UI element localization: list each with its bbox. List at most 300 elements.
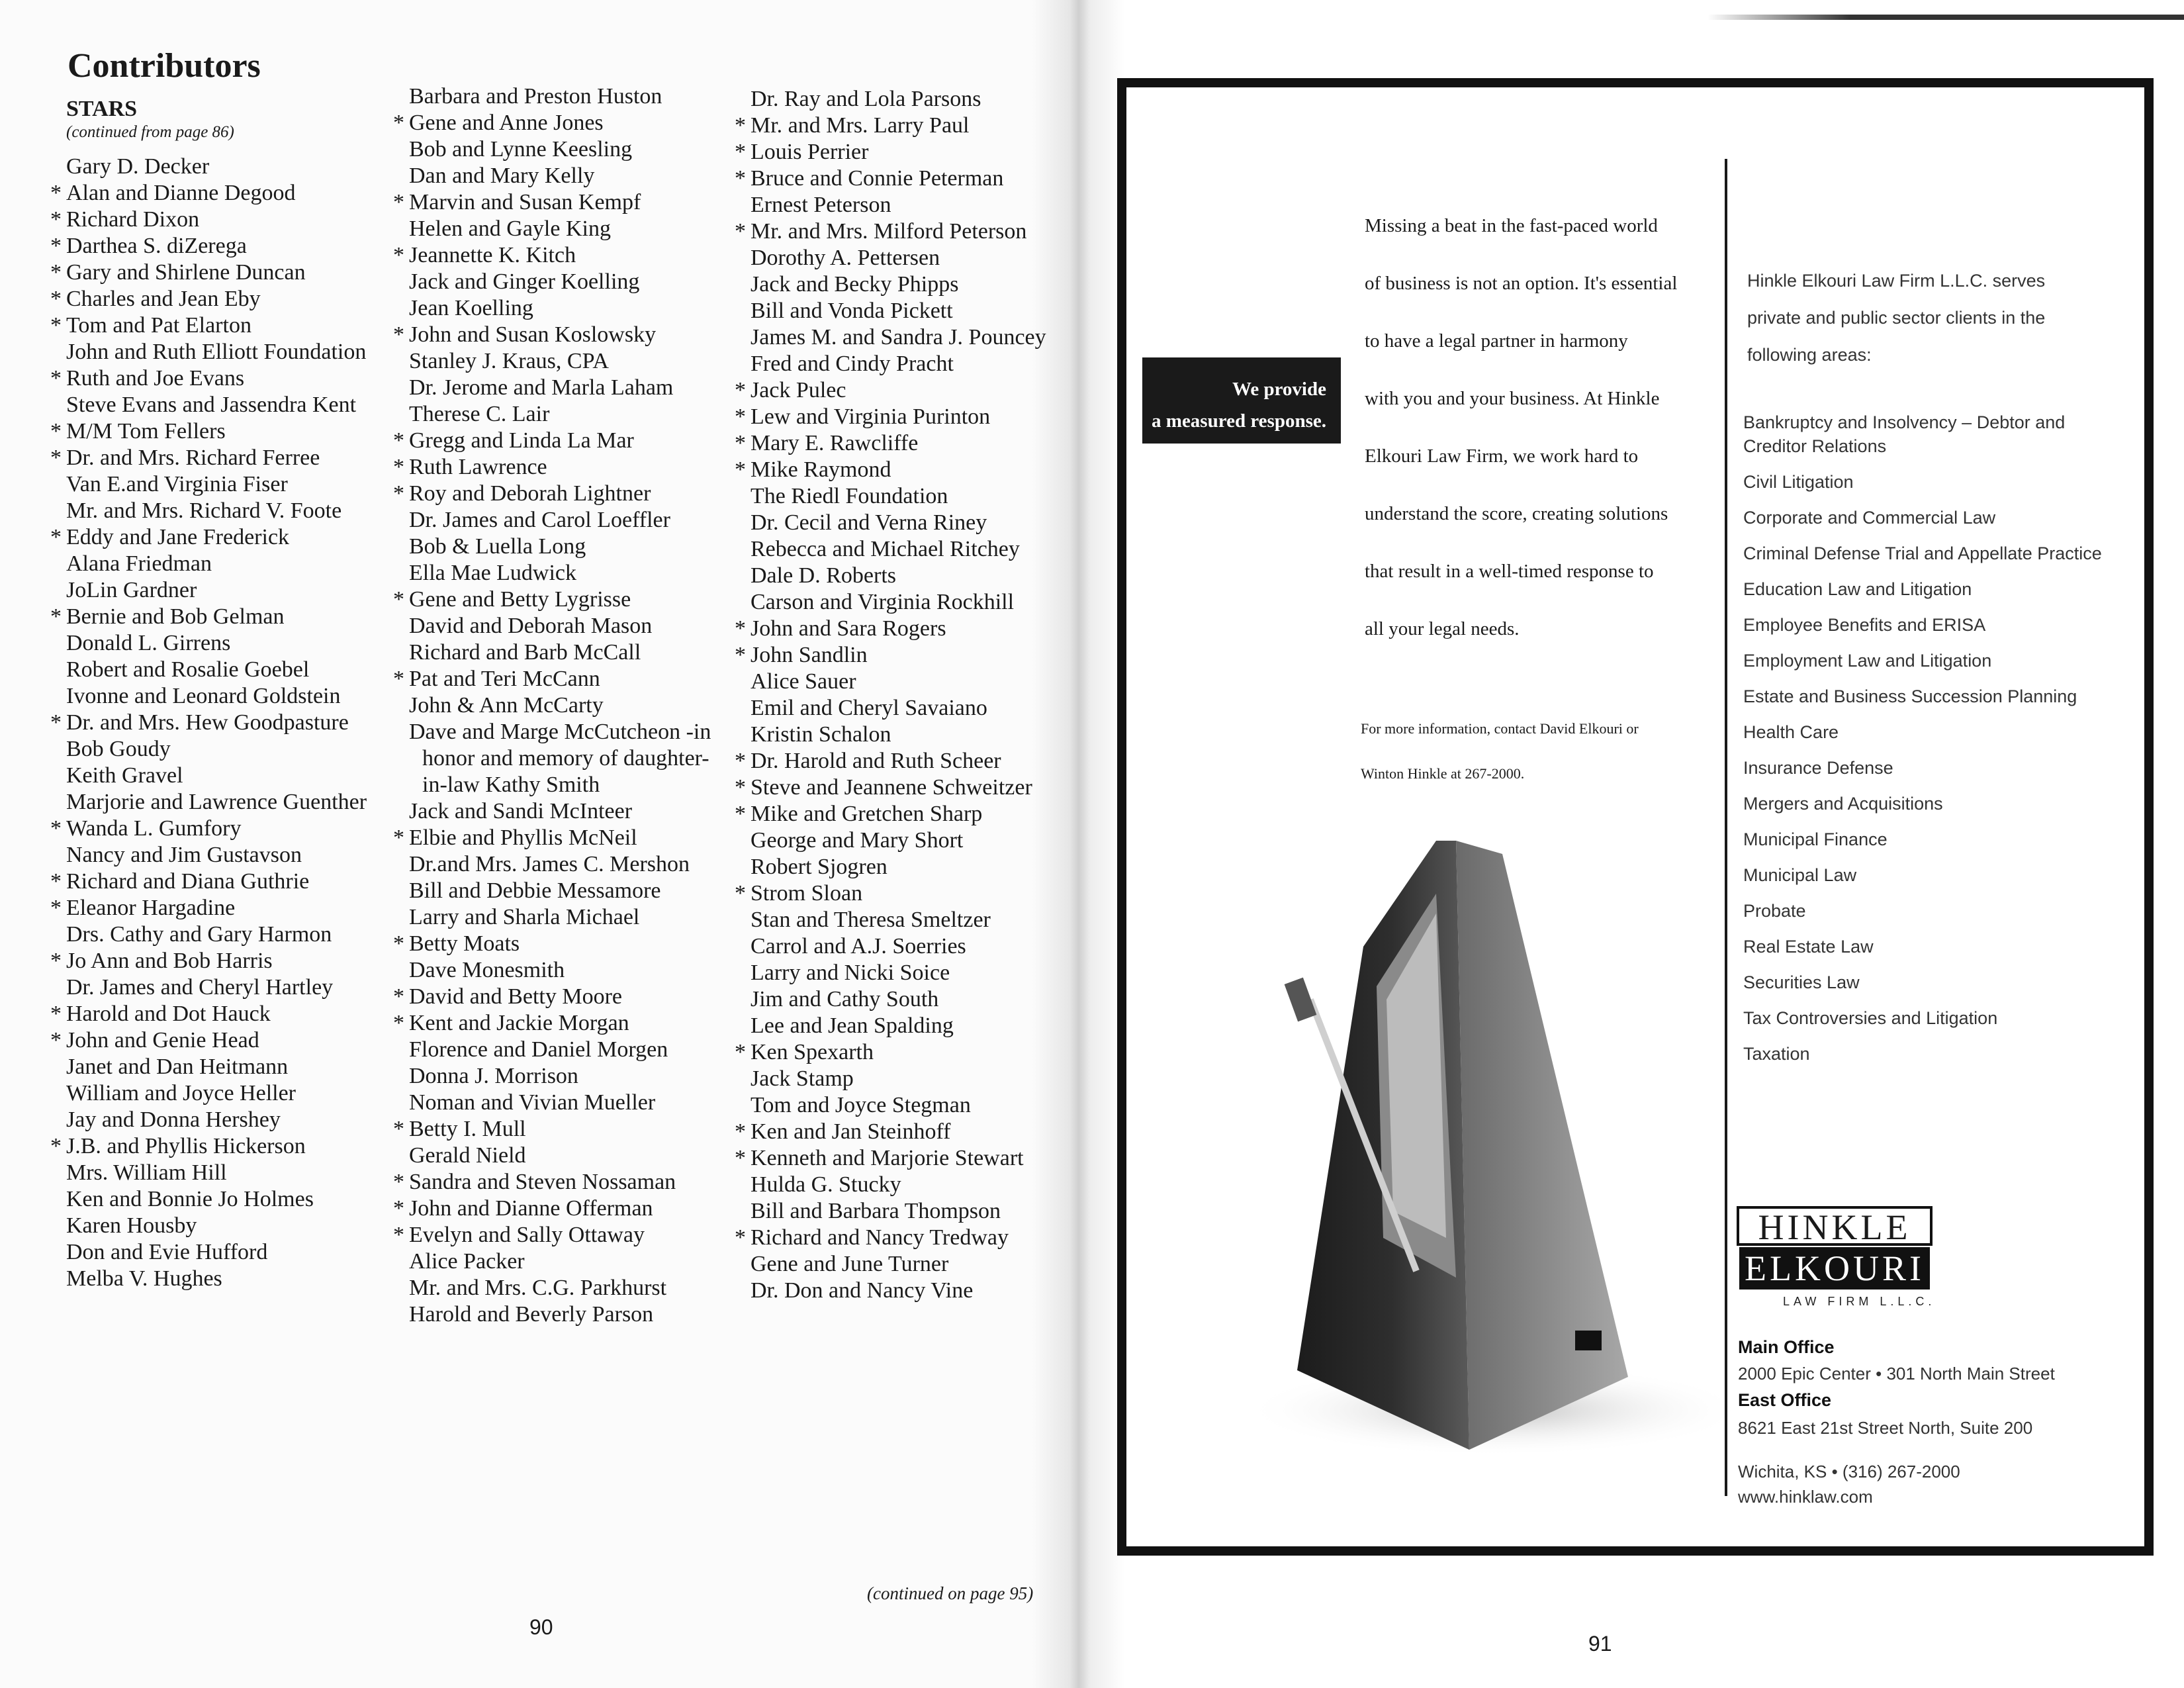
contributor-entry <box>748 1145 1066 1172</box>
practice-area-item: Taxation <box>1743 1044 1810 1064</box>
contributor-entry <box>406 1037 717 1063</box>
contributor-name: Tom and Joyce Stegman <box>751 1093 971 1117</box>
contributor-entry <box>64 180 381 207</box>
contributor-name: Dr. and Mrs. Richard Ferree <box>66 445 320 470</box>
contributor-name: Betty Moats <box>409 931 520 956</box>
contributor-entry <box>748 510 1066 536</box>
contributor-entry <box>748 351 1066 377</box>
contributor-name: The Riedl Foundation <box>751 484 948 508</box>
serves-line: following areas: <box>1747 345 1872 365</box>
contributor-entry <box>748 986 1066 1013</box>
contributor-entry <box>406 666 717 692</box>
contributor-entry <box>748 536 1066 563</box>
practice-area-item: Municipal Law <box>1743 865 1857 885</box>
contributor-name: John & Ann McCarty <box>409 693 604 718</box>
contributor-entry <box>748 271 1066 298</box>
contributor-name: Melba V. Hughes <box>66 1266 222 1291</box>
contributor-name: James M. and Sandra J. Pouncey <box>751 325 1046 350</box>
contributor-name: Alice Packer <box>409 1249 525 1274</box>
page-number-right: 91 <box>1588 1632 1612 1656</box>
contributor-entry <box>64 789 381 816</box>
contributor-name: Dave Monesmith <box>409 958 565 982</box>
contributor-entry <box>64 498 381 524</box>
contributor-entry <box>64 233 381 259</box>
tagline-line-1: We provide <box>1232 379 1326 400</box>
city-phone: Wichita, KS • (316) 267-2000 <box>1738 1462 1960 1481</box>
contributor-entry <box>406 798 717 825</box>
ad-divider <box>1725 159 1727 1496</box>
contributor-name: Richard Dixon <box>66 207 200 232</box>
contributor-name: Nancy and Jim Gustavson <box>66 843 302 867</box>
contributor-name: Tom and Pat Elarton <box>66 313 251 338</box>
body-line: Missing a beat in the fast-paced world <box>1365 215 1658 236</box>
contributor-name: Steve Evans and Jassendra Kent <box>66 393 357 417</box>
contributor-name: Bruce and Connie Peterman <box>751 166 1004 191</box>
contributor-entry <box>64 974 381 1001</box>
contributor-name: Dale D. Roberts <box>751 563 897 588</box>
contributor-entry <box>64 1054 381 1080</box>
contributor-entry <box>406 851 717 878</box>
contributor-entry <box>748 192 1066 218</box>
contributor-entry <box>406 692 717 719</box>
contributor-entry <box>64 630 381 657</box>
contributor-name: Don and Evie Hufford <box>66 1240 268 1264</box>
logo-subtitle: LAW FIRM L.L.C. <box>1783 1295 1936 1308</box>
contributor-entry <box>64 736 381 763</box>
continued-on-note: (continued on page 95) <box>867 1583 1034 1603</box>
contributor-entry <box>748 86 1066 113</box>
contributor-entry <box>64 1266 381 1292</box>
contributor-name: Dr. Ray and Lola Parsons <box>751 87 981 111</box>
contributor-name: Kristin Schalon <box>751 722 891 747</box>
contributor-name: Harold and Dot Hauck <box>66 1002 271 1026</box>
contributor-entry <box>406 136 717 163</box>
serves-line: private and public sector clients in the <box>1747 308 2046 328</box>
contributor-entry <box>748 245 1066 271</box>
contributor-entry <box>64 207 381 233</box>
contributor-entry <box>748 695 1066 722</box>
continued-from-note: (continued from page 86) <box>66 123 234 141</box>
contributor-name: Bob & Luella Long <box>409 534 586 559</box>
contributor-entry <box>406 1116 717 1143</box>
contributor-entry <box>406 904 717 931</box>
logo-hinkle: HINKLE <box>1737 1206 1933 1246</box>
body-line: of business is not an option. It's essential <box>1365 273 1678 294</box>
contributor-name: William and Joyce Heller <box>66 1081 296 1105</box>
practice-area-item: Corporate and Commercial Law <box>1743 508 1996 528</box>
contributor-column-1 <box>64 154 381 1292</box>
contributor-entry <box>406 878 717 904</box>
contributor-entry <box>748 1225 1066 1251</box>
contributor-name: Rebecca and Michael Ritchey <box>751 537 1020 561</box>
contributor-entry <box>406 1248 717 1275</box>
contributor-name: Dorothy A. Pettersen <box>751 246 940 270</box>
contributor-name: Gary and Shirlene Duncan <box>66 260 306 285</box>
contributor-name: Jo Ann and Bob Harris <box>66 949 273 973</box>
contributor-name: Eddy and Jane Frederick <box>66 525 290 549</box>
contributor-entry <box>64 1027 381 1054</box>
contributor-name: Janet and Dan Heitmann <box>66 1055 289 1079</box>
serves-line: Hinkle Elkouri Law Firm L.L.C. serves <box>1747 271 2046 291</box>
contributor-name: John and Genie Head <box>66 1028 259 1053</box>
contributor-name: Dr. Cecil and Verna Riney <box>751 510 987 535</box>
contributor-name: Strom Sloan <box>751 881 863 906</box>
contributor-entry <box>64 471 381 498</box>
contributor-name: Evelyn and Sally Ottaway <box>409 1223 645 1247</box>
contributor-name: Richard and Diana Guthrie <box>66 869 310 894</box>
practice-area-item: Criminal Defense Trial and Appellate Practice <box>1743 543 2102 563</box>
contributor-entry <box>406 534 717 560</box>
contributor-entry <box>64 842 381 868</box>
contributor-entry <box>406 1196 717 1222</box>
body-line: with you and your business. At Hinkle <box>1365 388 1660 409</box>
contributor-name: Kenneth and Marjorie Stewart <box>751 1146 1024 1170</box>
logo-elkouri: ELKOURI <box>1739 1247 1930 1289</box>
contributor-entry <box>64 524 381 551</box>
contributor-column-2 <box>406 83 717 1328</box>
contributor-name: Charles and Jean Eby <box>66 287 261 311</box>
contributor-entry <box>64 1160 381 1186</box>
contributor-entry <box>748 933 1066 960</box>
contributor-name: David and Betty Moore <box>409 984 622 1009</box>
contributor-name: M/M Tom Fellers <box>66 419 226 444</box>
contributor-entry <box>406 825 717 851</box>
contributor-entry <box>406 1063 717 1090</box>
contributor-name: George and Mary Short <box>751 828 964 853</box>
contributor-name: Wanda L. Gumfory <box>66 816 242 841</box>
contributor-entry <box>406 957 717 984</box>
contributor-name: Mrs. William Hill <box>66 1160 227 1185</box>
practice-areas-list <box>1743 410 2114 1078</box>
contributor-entry <box>64 1107 381 1133</box>
tagline-line-2: a measured response. <box>1152 410 1326 432</box>
contributor-name: Gary D. Decker <box>66 154 210 179</box>
contributor-entry <box>406 931 717 957</box>
contributor-entry <box>748 960 1066 986</box>
contributor-name: Marvin and Susan Kempf <box>409 190 641 214</box>
practice-area-item: Real Estate Law <box>1743 937 1874 957</box>
ad-body-copy <box>1365 197 1722 658</box>
contributor-name: Bill and Vonda Pickett <box>751 299 953 323</box>
contributor-name: Jack Stamp <box>751 1066 854 1091</box>
contributor-name: Marjorie and Lawrence Guenther <box>66 790 367 814</box>
website-link[interactable]: www.hinklaw.com <box>1738 1487 1873 1507</box>
contributor-name: Lew and Virginia Purinton <box>751 404 991 429</box>
contributor-entry <box>406 375 717 401</box>
practice-area-item: Education Law and Litigation <box>1743 579 1972 599</box>
contributor-name: Alan and Dianne Degood <box>66 181 296 205</box>
contributor-entry <box>748 669 1066 695</box>
contributor-entry <box>748 827 1066 854</box>
contributor-name: Dr. James and Cheryl Hartley <box>66 975 334 1000</box>
contributor-entry <box>64 921 381 948</box>
contributor-entry <box>406 401 717 428</box>
contributor-name: Jack and Becky Phipps <box>751 272 959 297</box>
contributor-name: Betty I. Mull <box>409 1117 526 1141</box>
contributor-name: Ruth and Joe Evans <box>66 366 245 391</box>
contributor-entry <box>406 163 717 189</box>
contributor-name: Donna J. Morrison <box>409 1064 578 1088</box>
contributor-entry <box>406 428 717 454</box>
contributor-entry <box>748 457 1066 483</box>
contributor-entry <box>748 880 1066 907</box>
contributor-entry <box>406 1010 717 1037</box>
contributor-entry <box>406 295 717 322</box>
contributor-name: Alana Friedman <box>66 551 212 576</box>
contributor-name: Eleanor Hargadine <box>66 896 236 920</box>
contributor-entry <box>406 984 717 1010</box>
contributor-entry <box>748 1278 1066 1304</box>
contributor-entry <box>406 1143 717 1169</box>
contributor-entry <box>64 1239 381 1266</box>
contributor-name: Larry and Nicki Soice <box>751 961 950 985</box>
practice-area-item: Employee Benefits and ERISA <box>1743 615 1986 635</box>
contributor-name: Carrol and A.J. Soerries <box>751 934 966 959</box>
top-edge-rule <box>1707 15 2184 20</box>
contributor-name: Richard and Nancy Tredway <box>751 1225 1009 1250</box>
contact-line-1: For more information, contact David Elkouri or <box>1361 720 1639 737</box>
contributor-entry <box>64 1133 381 1160</box>
contributor-entry <box>64 445 381 471</box>
contributor-entry <box>748 298 1066 324</box>
contributor-entry <box>406 269 717 295</box>
contributor-name: Mr. and Mrs. Milford Peterson <box>751 219 1027 244</box>
practice-area-item: Mergers and Acquisitions <box>1743 794 1943 814</box>
contributor-entry <box>406 242 717 269</box>
contributor-entry <box>406 348 717 375</box>
contributor-entry <box>748 218 1066 245</box>
contributor-name: Louis Perrier <box>751 140 869 164</box>
contributor-entry <box>64 895 381 921</box>
contributor-entry <box>748 748 1066 774</box>
contributor-name: Lee and Jean Spalding <box>751 1013 954 1038</box>
contributor-entry <box>748 563 1066 589</box>
body-line: understand the score, creating solutions <box>1365 503 1668 524</box>
contributor-name: Stanley J. Kraus, CPA <box>409 349 609 373</box>
practice-area-item: Estate and Business Succession Planning <box>1743 686 2077 706</box>
contributor-name: Sandra and Steven Nossaman <box>409 1170 676 1194</box>
contributor-entry <box>748 1172 1066 1198</box>
contributor-name: Jay and Donna Hershey <box>66 1107 281 1132</box>
contributor-entry <box>406 1301 717 1328</box>
contributor-name: Emil and Cheryl Savaiano <box>751 696 987 720</box>
body-line: to have a legal partner in harmony <box>1365 330 1628 352</box>
contributor-name: Dr. Jerome and Marla Laham <box>409 375 674 400</box>
contributor-entry <box>64 365 381 392</box>
practice-area-item: Municipal Finance <box>1743 829 1888 849</box>
contributor-name: Therese C. Lair <box>409 402 550 426</box>
east-office-address: 8621 East 21st Street North, Suite 200 <box>1738 1418 2033 1438</box>
contributor-name: Dr. Don and Nancy Vine <box>751 1278 974 1303</box>
contributor-name: Darthea S. diZerega <box>66 234 247 258</box>
contributor-name: Barbara and Preston Huston <box>409 84 662 109</box>
contributor-entry <box>64 816 381 842</box>
contributor-entry <box>64 418 381 445</box>
practice-area-item: Health Care <box>1743 722 1839 742</box>
practice-area-item: Securities Law <box>1743 972 1860 992</box>
practice-area-item: Insurance Defense <box>1743 758 1893 778</box>
contributor-entry <box>64 551 381 577</box>
contributor-entry <box>64 286 381 312</box>
contributor-name: Mary E. Rawcliffe <box>751 431 919 455</box>
contributor-name: Bob Goudy <box>66 737 171 761</box>
contributor-entry <box>64 868 381 895</box>
ad-tagline <box>1142 357 1341 444</box>
contributor-name: Gerald Nield <box>409 1143 526 1168</box>
contributor-name: Hulda G. Stucky <box>751 1172 901 1197</box>
contributor-name: John and Dianne Offerman <box>409 1196 653 1221</box>
contributor-entry <box>64 1080 381 1107</box>
metronome-image <box>1218 814 1760 1463</box>
contributor-name: Mr. and Mrs. Richard V. Foote <box>66 498 342 523</box>
contributor-entry <box>748 589 1066 616</box>
contributor-entry <box>748 1092 1066 1119</box>
contributor-name: Bernie and Bob Gelman <box>66 604 285 629</box>
contributor-entry <box>406 613 717 639</box>
contributor-entry <box>748 616 1066 642</box>
main-office-label: Main Office <box>1738 1337 1835 1357</box>
contributor-entry <box>748 1013 1066 1039</box>
contributor-name: Gene and Anne Jones <box>409 111 604 135</box>
contributor-entry <box>748 801 1066 827</box>
main-office-address: 2000 Epic Center • 301 North Main Street <box>1738 1364 2055 1383</box>
contributor-entry <box>748 1039 1066 1066</box>
contributor-entry <box>406 719 717 798</box>
body-line: all your legal needs. <box>1365 618 1520 639</box>
contributor-name: Florence and Daniel Morgen <box>409 1037 668 1062</box>
contributor-entry <box>64 763 381 789</box>
contributor-entry <box>406 481 717 507</box>
contributor-name: Ken Spexarth <box>751 1040 874 1064</box>
contributor-name: Pat and Teri McCann <box>409 667 600 691</box>
contributor-name: Alice Sauer <box>751 669 856 694</box>
contributor-entry <box>406 322 717 348</box>
contributor-name: Gene and June Turner <box>751 1252 949 1276</box>
contributor-entry <box>748 1198 1066 1225</box>
contributor-entry <box>406 1275 717 1301</box>
contributor-entry <box>64 1001 381 1027</box>
contributor-entry <box>406 216 717 242</box>
contributor-entry <box>748 1119 1066 1145</box>
contributor-name: Jean Koelling <box>409 296 533 320</box>
practice-area-item: Tax Controversies and Litigation <box>1743 1008 1998 1028</box>
contributor-name: Donald L. Girrens <box>66 631 231 655</box>
contributor-entry <box>64 604 381 630</box>
contributor-entry <box>64 1186 381 1213</box>
contributor-entry <box>748 139 1066 165</box>
contributor-entry <box>406 110 717 136</box>
contributor-column-3 <box>748 86 1066 1304</box>
contributor-name: Elbie and Phyllis McNeil <box>409 825 637 850</box>
contributor-entry <box>406 189 717 216</box>
contributor-entry <box>64 577 381 604</box>
contributor-name: Drs. Cathy and Gary Harmon <box>66 922 332 947</box>
contributor-name: Dr. James and Carol Loeffler <box>409 508 670 532</box>
contributor-name: Karen Housby <box>66 1213 197 1238</box>
contributor-name: Kent and Jackie Morgan <box>409 1011 629 1035</box>
contributor-entry <box>748 642 1066 669</box>
contributor-name: Ruth Lawrence <box>409 455 547 479</box>
contributor-name: Richard and Barb McCall <box>409 640 641 665</box>
contributor-entry <box>406 1169 717 1196</box>
page-title: Contributors <box>68 47 261 85</box>
contributor-entry <box>64 1213 381 1239</box>
contributor-entry <box>748 483 1066 510</box>
contributor-entry <box>748 722 1066 748</box>
section-label: STARS <box>66 97 138 121</box>
contributor-entry <box>406 507 717 534</box>
contributor-name: Jack and Sandi McInteer <box>409 799 633 823</box>
contributor-name: Mr. and Mrs. C.G. Parkhurst <box>409 1276 667 1300</box>
contributor-name: Dr.and Mrs. James C. Mershon <box>409 852 690 876</box>
contributor-name: John and Sara Rogers <box>751 616 946 641</box>
contributor-entry <box>406 1222 717 1248</box>
contributor-name: Bill and Barbara Thompson <box>751 1199 1001 1223</box>
practice-area-item: Employment Law and Litigation <box>1743 651 1992 671</box>
contact-line-2: Winton Hinkle at 267-2000. <box>1361 765 1525 782</box>
contributor-name: Robert and Rosalie Goebel <box>66 657 310 682</box>
body-line: Elkouri Law Firm, we work hard to <box>1365 445 1639 467</box>
contributor-name: Jack Pulec <box>751 378 846 402</box>
contributor-name: John Sandlin <box>751 643 868 667</box>
contributor-entry <box>64 657 381 683</box>
contributor-name: Harold and Beverly Parson <box>409 1302 654 1327</box>
contributor-name: Roy and Deborah Lightner <box>409 481 651 506</box>
contributor-entry <box>406 560 717 586</box>
contributor-name: Gene and Betty Lygrisse <box>409 587 631 612</box>
contributor-entry <box>748 377 1066 404</box>
contributor-entry <box>748 165 1066 192</box>
contributor-name: Steve and Jeannene Schweitzer <box>751 775 1032 800</box>
contributor-name: Van E.and Virginia Fiser <box>66 472 288 496</box>
contributor-name: Robert Sjogren <box>751 855 887 879</box>
contributor-entry <box>748 404 1066 430</box>
contributor-entry <box>748 774 1066 801</box>
contributor-entry <box>64 339 381 365</box>
contributor-name: Mr. and Mrs. Larry Paul <box>751 113 970 138</box>
practice-area-item: Civil Litigation <box>1743 472 1854 492</box>
contributor-name: Gregg and Linda La Mar <box>409 428 634 453</box>
contributor-name: Carson and Virginia Rockhill <box>751 590 1015 614</box>
contributor-entry <box>748 854 1066 880</box>
contributor-entry <box>64 154 381 180</box>
contributor-entry <box>64 259 381 286</box>
contributor-name: J.B. and Phyllis Hickerson <box>66 1134 306 1158</box>
contributor-name: Stan and Theresa Smeltzer <box>751 908 991 932</box>
practice-area-item: Bankruptcy and Insolvency – Debtor and Creditor Relations <box>1743 412 2066 456</box>
contributor-entry <box>748 1251 1066 1278</box>
contributor-name: Dan and Mary Kelly <box>409 164 595 188</box>
contributor-entry <box>748 907 1066 933</box>
contributor-name: Jeannette K. Kitch <box>409 243 576 267</box>
contributor-name: Ella Mae Ludwick <box>409 561 577 585</box>
contributor-name: Larry and Sharla Michael <box>409 905 640 929</box>
contributor-name: Ivonne and Leonard Goldstein <box>66 684 341 708</box>
contributor-name: John and Susan Koslowsky <box>409 322 657 347</box>
contributor-name: Jack and Ginger Koelling <box>409 269 640 294</box>
contributor-name: Bill and Debbie Messamore <box>409 878 661 903</box>
contributor-entry <box>748 324 1066 351</box>
contributor-name: JoLin Gardner <box>66 578 197 602</box>
serves-statement <box>1747 262 2105 373</box>
contributor-name: Keith Gravel <box>66 763 183 788</box>
contributor-entry <box>748 1066 1066 1092</box>
contributor-name: Helen and Gayle King <box>409 216 611 241</box>
contributor-name: Jim and Cathy South <box>751 987 939 1011</box>
contributor-entry <box>64 392 381 418</box>
contributor-entry <box>748 113 1066 139</box>
page-number-left: 90 <box>529 1615 553 1639</box>
